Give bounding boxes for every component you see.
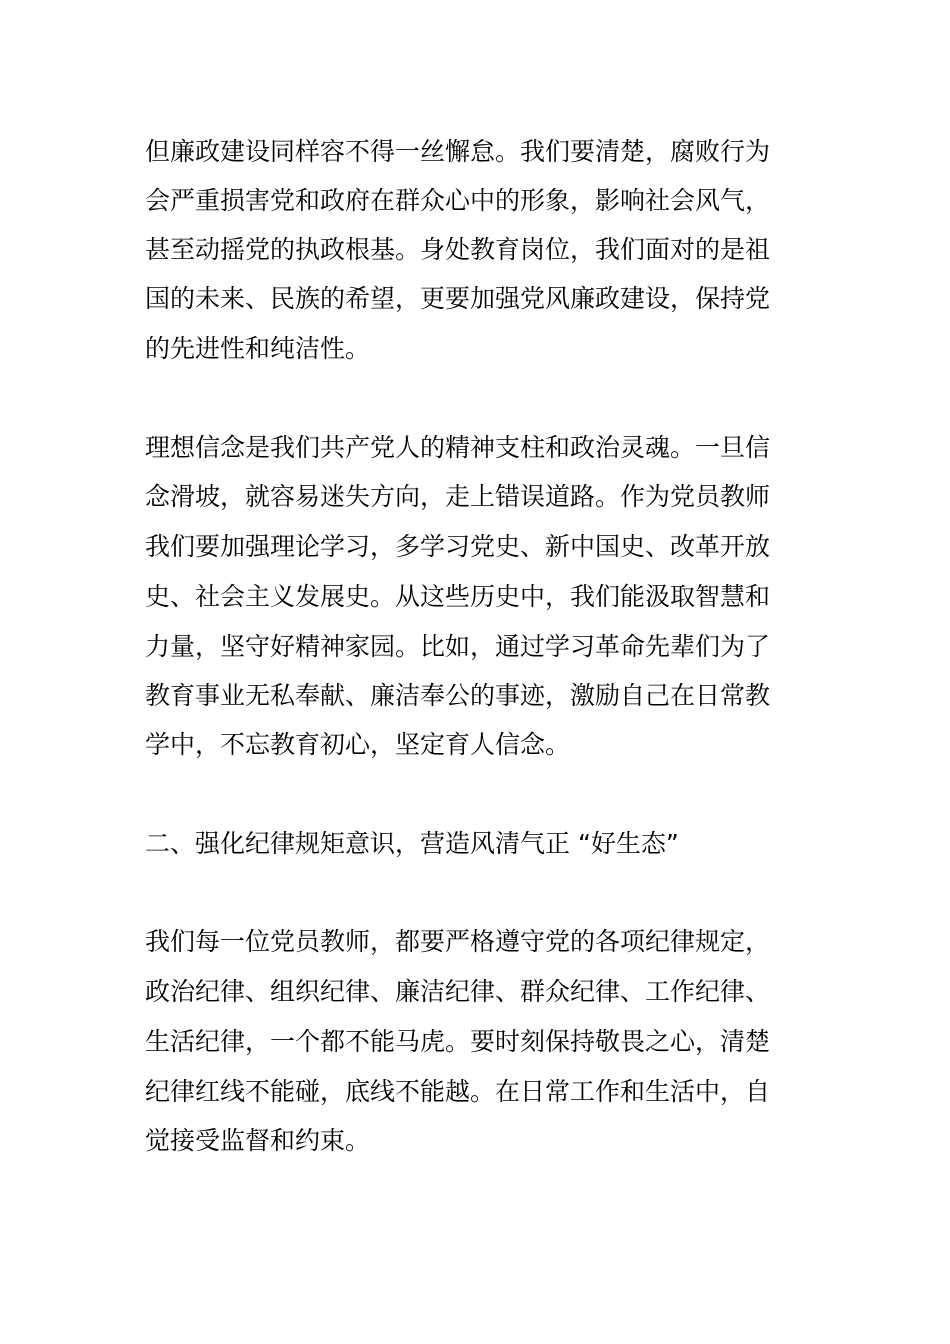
text-line: 纪律红线不能碰，底线不能越。在日常工作和生活中，自 xyxy=(145,1077,771,1106)
text-line: 学中，不忘教育初心，坚定育人信念。 xyxy=(145,730,571,759)
text-line: 力量，坚守好精神家园。比如，通过学习革命先辈们为了 xyxy=(145,632,771,661)
text-line: 史、社会主义发展史。从这些历史中，我们能汲取智慧和 xyxy=(145,582,771,611)
text-line: 甚至动摇党的执政根基。身处教育岗位，我们面对的是祖 xyxy=(145,235,771,264)
text-line: 教育事业无私奉献、廉洁奉公的事迹，激励自己在日常教 xyxy=(145,681,771,710)
text-line: 政治纪律、组织纪律、廉洁纪律、群众纪律、工作纪律、 xyxy=(145,977,771,1006)
text-line: 念滑坡，就容易迷失方向，走上错误道路。作为党员教师 xyxy=(145,482,771,511)
text-line: 生活纪律，一个都不能马虎。要时刻保持敬畏之心，清楚 xyxy=(145,1027,771,1056)
text-line: 觉接受监督和约束。 xyxy=(145,1126,371,1155)
text-line: 的先进性和纯洁性。 xyxy=(145,334,371,363)
text-line: 我们每一位党员教师，都要严格遵守党的各项纪律规定， xyxy=(145,927,771,956)
text-line: 我们要加强理论学习，多学习党史、新中国史、改革开放 xyxy=(145,532,771,561)
text-line: 会严重损害党和政府在群众心中的形象，影响社会风气， xyxy=(145,186,771,215)
text-line: 国的未来、民族的希望，更要加强党风廉政建设，保持党 xyxy=(145,284,771,313)
text-line: 理想信念是我们共产党人的精神支柱和政治灵魂。一旦信 xyxy=(145,433,771,462)
text-line: 但廉政建设同样容不得一丝懈怠。我们要清楚，腐败行为 xyxy=(145,137,771,166)
heading-line: 二、强化纪律规矩意识，营造风清气正 “好生态” xyxy=(145,829,679,858)
